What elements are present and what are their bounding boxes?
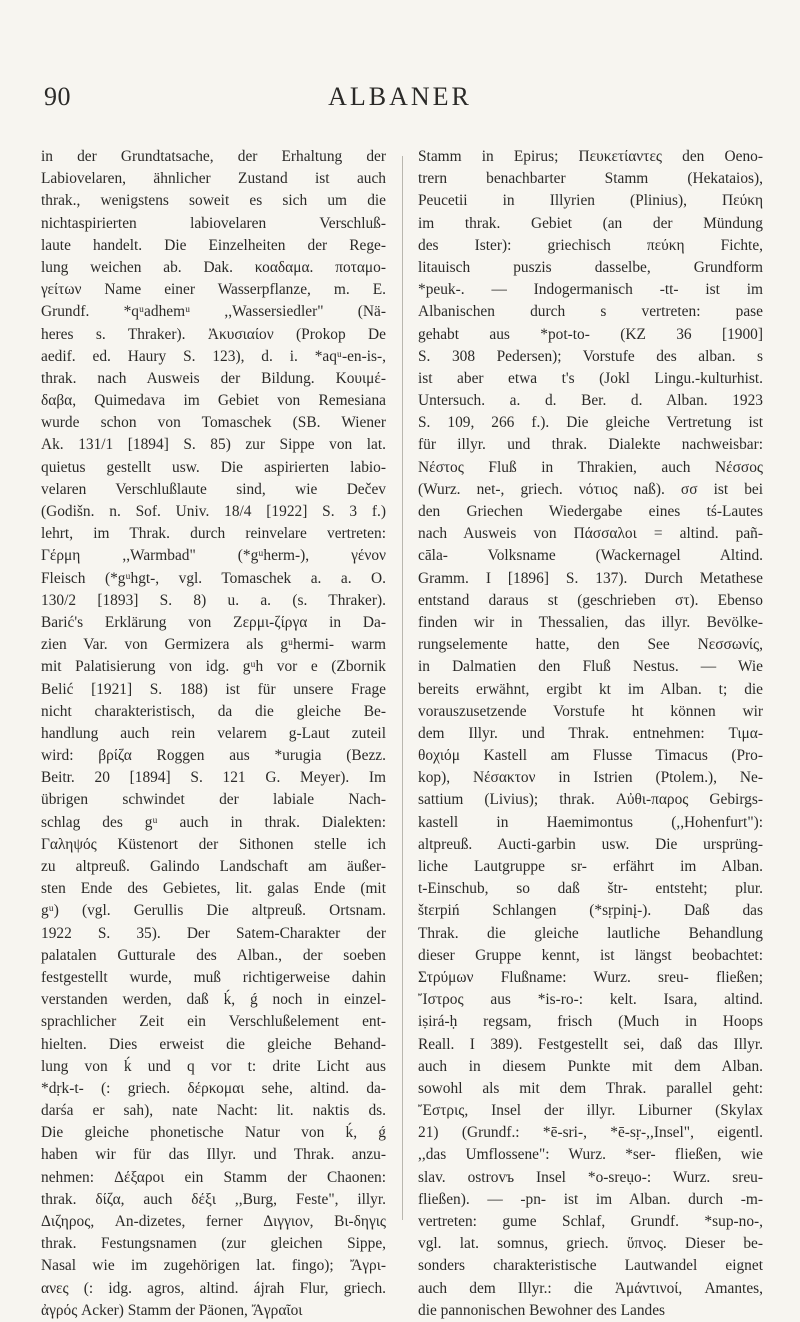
text-line: auch in diesem Punkte mit dem Alban. xyxy=(418,1057,763,1075)
text-line: laute handelt. Die Einzelheiten der Rege- xyxy=(41,236,386,254)
text-line: liche Lautgruppe sr- erfährt im Alban. xyxy=(418,858,763,875)
column-divider xyxy=(402,156,403,1220)
text-line: sowohl als mit dem Thrak. parallel geht: xyxy=(418,1079,763,1097)
text-line: entstand daraus st (geschrieben στ). Ebenso xyxy=(418,591,763,609)
text-line: Reall. I 389). Festgestellt sei, daß das Illyr. xyxy=(418,1035,763,1053)
text-line: Albanischen durch s vertreten: pase xyxy=(418,303,763,321)
text-line: schlag des gᵘ auch in thrak. Dialekten: xyxy=(41,813,386,831)
text-line: thrak., wenigstens soweit es sich um die xyxy=(41,192,386,210)
text-line: lung von ḱ und q vor t: drite Licht aus xyxy=(41,1057,386,1075)
text-line: altpreuß. Aucti-garbin usw. Die ursprüng- xyxy=(418,835,763,853)
text-line: auch dem Illyr.: die Ἀμάντινοί, Amantes, xyxy=(418,1279,763,1297)
text-line: t-Einschub, so daß štr- entsteht; plur. xyxy=(418,880,763,898)
right-text-column xyxy=(418,146,763,1322)
text-line: Διζηρος, An-dizetes, ferner Διγγιον, Βι-δηγις xyxy=(41,1213,386,1230)
text-line: handlung auch rein velarem g-Laut zuteil xyxy=(41,724,386,742)
text-line: wurde schon von Tomaschek (SB. Wiener xyxy=(41,414,386,432)
text-line: finden wir in Thessalien, das illyr. Bevölke- xyxy=(418,613,763,631)
text-line: Gramm. I [1896] S. 137). Durch Metathese xyxy=(418,569,763,587)
text-line: dieser Gruppe kennt, ist längst beobachtet: xyxy=(418,946,763,964)
text-line: sattium (Livius); thrak. Αὐθι-παρος Gebirgs- xyxy=(418,791,763,809)
text-line: Γαληψός Küstenort der Sithonen stelle ich xyxy=(41,835,386,853)
text-line: vorauszusetzende Vorstufe ht können wir xyxy=(418,702,763,720)
text-line: S. 308 Pedersen); Vorstufe des alban. s xyxy=(418,347,763,365)
text-line: quietus gestellt usw. Die aspirierten labio- xyxy=(41,458,386,476)
text-line: Νέστος Fluß in Thrakien, auch Νέσσος xyxy=(418,458,763,476)
text-line: haben wir für das Illyr. und Thrak. anzu- xyxy=(41,1146,386,1164)
page-number: 90 xyxy=(44,82,71,111)
text-line: (Wurz. net-, griech. νότιος naß). σσ ist bei xyxy=(418,480,763,498)
text-line: 1922 S. 35). Der Satem-Charakter der xyxy=(41,924,386,942)
text-line: Ἔστρις, Insel der illyr. Liburner (Skylax xyxy=(418,1102,763,1120)
text-line: velaren Verschlußlaute sind, wie Dečev xyxy=(41,480,386,498)
text-line: lehrt, im Thrak. durch reinvelare vertreten: xyxy=(41,525,386,543)
text-line: Belić [1921] S. 188) ist für unsere Frage xyxy=(41,680,386,698)
text-line: des Ister): griechisch πεύκη Fichte, xyxy=(418,236,763,254)
text-line: rungselemente hatte, den See Νεσσωνίς, xyxy=(418,636,763,654)
text-line: *dṛk-t- (: griech. δέρκομαι sehe, altind. da- xyxy=(41,1079,386,1097)
text-line: štεrpiń Schlangen (*sṛpinį-). Daß das xyxy=(418,902,763,920)
text-line: 21) (Grundf.: *ē-sri-, *ē-sṛ-,,Insel", eigentl. xyxy=(418,1124,763,1142)
text-line: Peucetii in Illyrien (Plinius), Πεύκη xyxy=(418,192,763,210)
text-line: Ak. 131/1 [1894] S. 85) zur Sippe von lat. xyxy=(41,436,386,454)
text-line: palatalen Gutturale des Alban., der soeben xyxy=(41,946,386,964)
text-line: vertreten: gume Schlaf, Grundf. *sup-no-, xyxy=(418,1213,763,1230)
text-line: Ἴστρος aus *is-ro-: kelt. Isara, altind. xyxy=(418,991,763,1009)
text-line: thrak. nach Ausweis der Bildung. Κουιμέ- xyxy=(41,369,386,387)
text-line: sprachlicher Zeit ein Verschlußelement ent- xyxy=(41,1013,386,1031)
text-line: Γέρμη ,,Warmbad" (*gᵘherm-), γένον xyxy=(41,547,386,565)
text-line: kastell in Haemimontus (,,Hohenfurt"): xyxy=(418,813,763,831)
text-line: kop), Νέσακτον in Istrien (Ptolem.), Ne- xyxy=(418,769,763,787)
text-line: S. 109, 266 f.). Die gleiche Vertretung ist xyxy=(418,414,763,432)
text-line: iṣirá-ḥ regsam, frisch (Much in Hoops xyxy=(418,1013,763,1031)
text-line: δαβα, Quimedava im Gebiet von Remesiana xyxy=(41,392,386,410)
text-line: (Godišn. n. Sof. Univ. 18/4 [1922] S. 3 f.) xyxy=(41,503,386,520)
text-line: aedif. ed. Haury S. 123), d. i. *aqᵘ-en-is-, xyxy=(41,347,386,365)
text-line: die pannonischen Bewohner des Landes xyxy=(418,1301,666,1319)
text-line: heres s. Thraker). Ἀκυσιαίον (Prokop De xyxy=(41,325,386,343)
text-line: thrak. Festungsnamen (zur gleichen Sippe, xyxy=(41,1235,386,1253)
text-line: slav. ostrovъ Insel *o-sreụo-: Wurz. sreu- xyxy=(418,1168,763,1186)
text-line: Grundf. *qᵘadhemᵘ ,,Wassersiedler" (Nä- xyxy=(41,303,386,321)
text-line: gehabt aus *pot-to- (KZ 36 [1900] xyxy=(418,325,763,343)
text-line: festgestellt wurde, muß richtigerweise dahin xyxy=(41,968,386,986)
text-line: Thrak. die gleiche lautliche Behandlung xyxy=(418,924,763,942)
text-line: ,,das Umflossene": Wurz. *ser- fließen, wie xyxy=(418,1146,763,1164)
text-line: nach Ausweis von Πάσσαλοι = altind. pañ- xyxy=(418,525,763,543)
text-line: trern benachbarter Stamm (Hekataios), xyxy=(418,170,763,188)
text-line: zu altpreuß. Galindo Landschaft am äußer- xyxy=(41,858,386,875)
text-line: ἀγρός Acker) Stamm der Päonen, Ἄγραῖοι xyxy=(41,1301,303,1319)
text-line: nichtaspirierten labiovelaren Verschluß- xyxy=(41,214,386,232)
text-line: Beitr. 20 [1894] S. 121 G. Meyer). Im xyxy=(41,769,386,787)
text-line: hielten. Dies erweist die gleiche Behand- xyxy=(41,1035,386,1053)
text-line: θοχιόμ Kastell am Flusse Timacus (Pro- xyxy=(418,747,763,765)
text-line: zien Var. von Germizera als gᵘhermi- warm xyxy=(41,636,386,654)
page-header xyxy=(0,80,800,120)
running-title: ALBANER xyxy=(328,82,472,111)
text-line: im thrak. Gebiet (an der Mündung xyxy=(418,214,763,232)
text-line: dem Illyr. und Thrak. entnehmen: Τιμα- xyxy=(418,724,763,742)
text-line: Labiovelaren, ähnlicher Zustand ist auch xyxy=(41,170,386,188)
text-line: Barić's Erklärung von Ζερμι-ζίργα in Da- xyxy=(41,613,386,631)
left-text-column xyxy=(41,146,386,1322)
text-line: Fleisch (*gᵘhgt-, vgl. Tomaschek a. a. O. xyxy=(41,569,386,587)
text-line: Die gleiche phonetische Natur von ḱ, ǵ xyxy=(41,1124,386,1142)
text-line: γείτων Name einer Wasserpflanze, m. E. xyxy=(41,281,386,299)
text-line: in der Grundtatsache, der Erhaltung der xyxy=(41,148,386,165)
text-line: wird: βρίζα Roggen aus *urugia (Bezz. xyxy=(41,747,386,765)
text-line: cāla- Volksname (Wackernagel Altind. xyxy=(418,547,763,565)
text-line: lung weichen ab. Dak. κοαδαμα. ποταμο- xyxy=(41,258,386,276)
text-line: für illyr. und thrak. Dialekte nachweisbar: xyxy=(418,436,763,454)
text-line: den Griechen Wiedergabe eines tś-Lautes xyxy=(418,503,763,520)
text-line: thrak. δίζα, auch δέξι ,,Burg, Feste", illyr. xyxy=(41,1190,386,1208)
text-line: Στρύμων Flußname: Wurz. sreu- fließen; xyxy=(418,968,763,986)
text-line: ανες (: idg. agros, altind. ájrah Flur, griech. xyxy=(41,1279,386,1297)
text-line: litauisch puszis dasselbe, Grundform xyxy=(418,258,763,276)
text-line: Nasal wie im zugehörigen lat. fingo); Ἄγρι- xyxy=(41,1257,386,1275)
text-line: nicht charakteristisch, da die gleiche Be- xyxy=(41,702,386,720)
text-line: darśa er sah), nate Nacht: lit. naktis ds. xyxy=(41,1102,386,1120)
text-line: bereits erwähnt, ergibt kt im Alban. t; die xyxy=(418,680,763,698)
text-line: gᵘ) (vgl. Gerullis Die altpreuß. Ortsnam. xyxy=(41,902,386,920)
text-line: verstanden werden, daß ḱ, ǵ noch in einzel- xyxy=(41,991,386,1009)
text-line: Stamm in Epirus; Πευκετίαντες den Oeno- xyxy=(418,148,763,165)
text-line: 130/2 [1893] S. 8) u. a. (s. Thraker). xyxy=(41,591,386,609)
text-line: *peuk-. — Indogermanisch -tt- ist im xyxy=(418,281,763,299)
text-line: fließen). — -pn- ist im Alban. durch -m- xyxy=(418,1190,763,1208)
text-line: übrigen schwindet der labiale Nach- xyxy=(41,791,386,809)
text-line: sten Ende des Gebietes, lit. galas Ende (mit xyxy=(41,880,386,898)
text-line: sonders charakteristische Lautwandel eignet xyxy=(418,1257,763,1275)
text-line: vgl. lat. somnus, griech. ὕπνος. Dieser be- xyxy=(418,1235,763,1253)
text-line: nehmen: Δέξαροι ein Stamm der Chaonen: xyxy=(41,1168,386,1186)
text-line: in Dalmatien den Fluß Nestus. — Wie xyxy=(418,658,763,676)
text-line: mit Palatisierung von idg. gᵘh vor e (Zbornik xyxy=(41,658,386,676)
text-line: Untersuch. a. d. Ber. d. Alban. 1923 xyxy=(418,392,763,410)
text-line: ist aber etwa t's (Jokl Lingu.-kulturhist. xyxy=(418,369,763,387)
